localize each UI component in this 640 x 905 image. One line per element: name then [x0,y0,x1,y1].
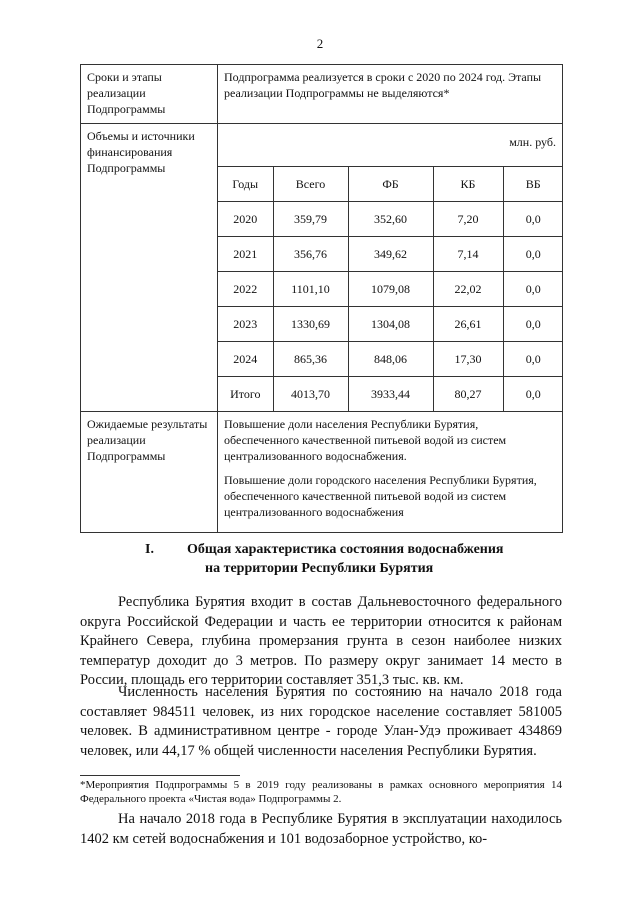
passport-table [80,64,563,533]
cell-vb: 0,0 [503,307,563,342]
footnote-text: *Мероприятия Подпрограммы 5 в 2019 году реализованы в рамках основного мероприятия 14 Федерального проекта «Чистая вода» Подпрограммы 2. [80,779,562,805]
header-total: Всего [273,167,348,202]
cell-year: 2024 [218,342,273,377]
paragraph: Республика Бурятия входит в состав Дальневосточного федерального округа Российской Федерации и часть ее территории относится к районам Крайнего Севера, глубина промерзания грунта в сезон наиболее низких температур доходит до 3 метров. По размеру округ занимает 14 место в России, площадь его территории составляет 351,3 тыс. кв. км. [80,594,562,688]
cell-fb: 1079,08 [348,272,433,307]
cell-total: 356,76 [273,237,348,272]
cell-kb: 80,27 [433,377,503,412]
cell-total: 865,36 [273,342,348,377]
terms-value: Подпрограмма реализуется в сроки с 2020 по 2024 год. Этапы реализации Подпрограммы не выделяются* [218,65,563,124]
table-row-finance [81,124,563,412]
cell-total: 1101,10 [273,272,348,307]
header-years: Годы [218,167,273,202]
finance-cell [218,124,563,412]
cell-fb: 3933,44 [348,377,433,412]
cell-year: 2022 [218,272,273,307]
cell-kb: 22,02 [433,272,503,307]
header-fb: ФБ [348,167,433,202]
result-item: Повышение доли населения Республики Бурятия, обеспеченного качественной питьевой водой из систем централизованного водоснабжения. [224,417,507,463]
header-vb: ВБ [503,167,563,202]
finance-header-row [218,167,563,202]
cell-kb: 26,61 [433,307,503,342]
table-row-results [81,412,563,533]
results-label: Ожидаемые результаты реализации Подпрограммы [81,412,218,533]
cell-kb: 7,14 [433,237,503,272]
table-row [218,202,563,237]
cell-kb: 7,20 [433,202,503,237]
cell-vb: 0,0 [503,272,563,307]
table-row [218,272,563,307]
cell-vb: 0,0 [503,342,563,377]
paragraph-region-info [80,593,562,691]
page-number: 2 [316,36,324,51]
cell-fb: 1304,08 [348,307,433,342]
cell-year: 2023 [218,307,273,342]
section-title-line1: Общая характеристика состояния водоснабжения [187,542,504,557]
finance-unit: млн. руб. [509,135,556,149]
table-row-terms [81,65,563,124]
results-cell [218,412,563,533]
finance-table [218,166,563,411]
cell-vb: 0,0 [503,237,563,272]
cell-year: 2020 [218,202,273,237]
paragraph: Численность населения Бурятия по состоянию на начало 2018 года составляет 984511 человек, из них городское население составляет 581005 человек. В административном центре - городе Улан-Удэ проживает 434869 человек, или 44,17 % общей численности населения Республики Бурятия. [80,684,562,759]
cell-total: 359,79 [273,202,348,237]
cell-total: 4013,70 [273,377,348,412]
section-number: I. [145,542,154,557]
cell-fb: 848,06 [348,342,433,377]
cell-fb: 349,62 [348,237,433,272]
cell-year: Итого [218,377,273,412]
cell-total: 1330,69 [273,307,348,342]
section-title-line2: на территории Республики Бурятия [205,561,434,576]
paragraph-population [80,683,562,761]
cell-year: 2021 [218,237,273,272]
paragraph: На начало 2018 года в Республике Бурятия в эксплуатации находилось 1402 км сетей водоснабжения и 101 водозаборное устройство, ко- [80,811,562,847]
terms-label: Сроки и этапы реализации Подпрограммы [81,65,218,124]
cell-kb: 17,30 [433,342,503,377]
table-row-total [218,377,563,412]
table-row [218,342,563,377]
header-kb: КБ [433,167,503,202]
cell-vb: 0,0 [503,377,563,412]
paragraph-networks [80,810,562,849]
result-item: Повышение доли городского населения Республики Бурятия, обеспеченного качественной питьевой водой из систем централизованного водоснабжения [224,473,537,519]
table-row [218,237,563,272]
finance-label: Объемы и источники финансирования Подпрограммы [81,124,218,412]
footnote [80,778,562,806]
cell-vb: 0,0 [503,202,563,237]
footnote-divider [80,775,240,776]
cell-fb: 352,60 [348,202,433,237]
table-row [218,307,563,342]
